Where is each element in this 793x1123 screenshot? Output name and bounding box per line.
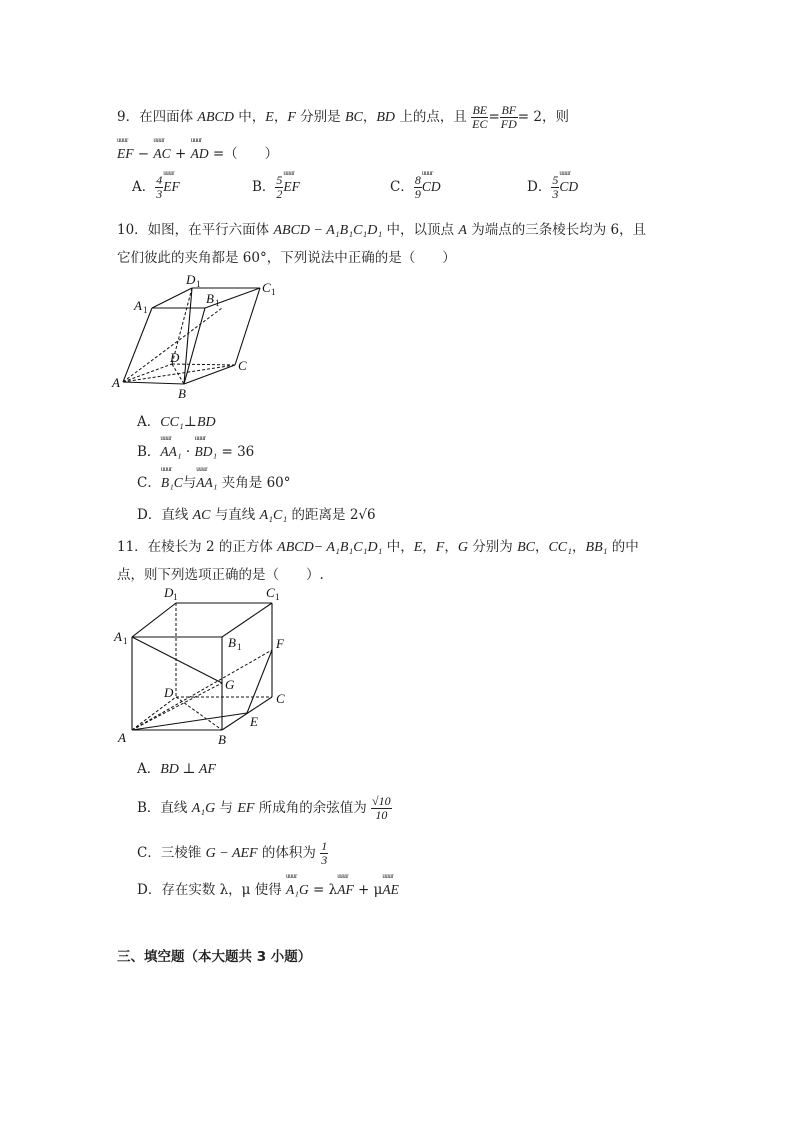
q9-minus: − [133, 146, 154, 162]
label-a1: A [114, 629, 122, 644]
q9-option-b-num: 5 [276, 173, 283, 187]
label-a: A [112, 375, 120, 390]
q10-option-b [137, 440, 254, 460]
q11-cc1: CC₁ [548, 540, 573, 555]
edge-a1-d1 [152, 288, 192, 308]
q10-option-c-end: 夹角是 60° [217, 475, 291, 491]
label-c1: C [262, 280, 271, 295]
q9-tetra: ABCD [197, 110, 234, 125]
q9-option-d [527, 174, 578, 201]
q11-s1: ， [422, 539, 436, 555]
q10-option-b-dot: · [181, 444, 195, 460]
q10-option-b-end: = 36 [217, 444, 255, 460]
edge-a-a1 [123, 308, 152, 382]
q11-option-d [137, 878, 399, 898]
label-d1-sub: 1 [173, 592, 178, 602]
label-d: D [164, 685, 174, 700]
q11-option-b-a1g: A₁G [191, 801, 216, 816]
q9-sep2: ， [362, 109, 377, 125]
label-e: E [250, 714, 258, 729]
q11-option-d-eq: = λ [308, 882, 338, 898]
q11-bb1: BB₁ [585, 540, 608, 555]
q9-e: E [265, 110, 274, 125]
q9-stem [117, 104, 569, 131]
q9-option-b [252, 174, 300, 201]
label-c: C [238, 358, 247, 373]
q9-frac1 [471, 104, 488, 131]
q11-s2: ， [444, 539, 458, 555]
edge-a1-d1 [132, 603, 176, 637]
q11-option-c-num: 1 [321, 839, 328, 853]
q9-option-c [390, 174, 441, 201]
q11-option-d-vec3: uuur AE [382, 882, 399, 898]
label-d1: D [164, 585, 174, 600]
q11-option-c-t2: 的体积为 [257, 845, 321, 861]
q9-vec-ad: uuur AD [191, 146, 209, 162]
q11-option-c [137, 840, 328, 867]
q11-g: G [457, 540, 468, 555]
q10-vertex-a: A [458, 223, 467, 238]
q11-option-a-label: A． [137, 761, 161, 777]
label-c: C [276, 691, 285, 706]
q10-option-b-vec2: uuur BD₁ [194, 444, 217, 460]
q11-cube-figure [112, 585, 302, 750]
q9-option-c-vec: uuur CD [422, 179, 441, 195]
q11-option-b-t1: 直线 [160, 800, 192, 816]
q9-option-a-den: 3 [156, 187, 163, 201]
q9-option-b-den: 2 [276, 187, 283, 201]
q9-eq: = [488, 109, 500, 125]
label-f: F [276, 636, 284, 651]
q11-f: F [435, 540, 445, 555]
q9-sep1: ， [273, 109, 288, 125]
q11-option-d-vec2: uuur AF [337, 882, 354, 898]
q9-mid2: 分别是 [295, 109, 345, 125]
label-b: B [218, 732, 226, 747]
q11-option-b-t2: 与 [215, 800, 238, 816]
q9-f: F [287, 110, 296, 125]
q10-line1-c: 为端点的三条棱长均为 6，且 [466, 222, 647, 238]
q10-option-d [137, 503, 376, 524]
label-b1-sub: 1 [237, 642, 242, 652]
q9-option-a-num: 4 [156, 173, 163, 187]
q11-e: E [413, 540, 423, 555]
q9-frac2-num: BF [501, 103, 517, 117]
q10-option-c-mid: 与 [182, 475, 197, 491]
seg-a1-g [132, 637, 222, 683]
edge-d-c [172, 364, 235, 365]
edge-a-d [123, 364, 172, 382]
q9-expr-end: =（ ） [208, 146, 279, 162]
q9-frac1-num: BE [472, 103, 488, 117]
q10-line1-b: 中，以顶点 [382, 222, 459, 238]
label-c1-sub: 1 [275, 592, 280, 602]
edge-b1-c1 [222, 603, 272, 637]
q9-option-d-label: D． [527, 179, 552, 195]
q11-option-c-body: G − AEF [205, 846, 258, 861]
q10-option-a [137, 410, 216, 431]
q11-line1-a: 11．在棱长为 2 的正方体 [117, 539, 278, 555]
q9-frac2 [500, 104, 518, 131]
q9-eq2: = 2，则 [517, 109, 569, 125]
q9-option-d-num: 5 [552, 173, 559, 187]
q9-option-c-label: C． [390, 179, 414, 195]
q9-option-b-vec: uuur EF [283, 179, 300, 195]
q9-vec-ac: uuur AC [153, 146, 170, 162]
q11-option-a-text: BD ⊥ AF [160, 762, 216, 777]
q9-option-d-den: 3 [552, 187, 559, 201]
q10-option-c-vec1: uuur B₁C [161, 475, 183, 491]
q10-option-c-label: C． [137, 475, 161, 491]
q10-option-d-t2: 与直线 [210, 507, 260, 523]
q11-option-b [137, 795, 392, 822]
seg-e-f [247, 650, 272, 713]
q11-option-c-t1: 三棱锥 [160, 845, 206, 861]
q9-mid3: 上的点，且 [395, 109, 472, 125]
q9-mid: 中， [233, 109, 266, 125]
label-c1: C [266, 585, 275, 600]
q9-option-c-den: 9 [414, 187, 421, 201]
label-c1-sub: 1 [271, 287, 276, 297]
q11-option-b-ef: EF [237, 801, 255, 816]
q11-option-b-label: B． [137, 800, 161, 816]
q9-plus: + [170, 146, 191, 162]
q11-option-c-frac [320, 840, 328, 867]
seg-a-e [132, 713, 247, 730]
q9-option-d-vec: uuur CD [559, 179, 578, 195]
diag-ac [123, 365, 235, 382]
q10-option-d-t1: 直线 [161, 507, 193, 523]
q11-option-b-den: 10 [375, 808, 388, 822]
label-a1-sub: 1 [143, 305, 148, 315]
q10-stem-line1 [117, 218, 646, 239]
q11-stem-line1 [117, 535, 639, 556]
label-a1-sub: 1 [123, 636, 128, 646]
q9-vec-ef: uuur EF [117, 146, 134, 162]
label-a1: A [134, 298, 142, 313]
q9-bc: BC [344, 110, 363, 125]
q10-option-d-label: D． [137, 507, 162, 523]
label-d: D [170, 350, 180, 365]
q11-line1-b: 中， [382, 539, 414, 555]
q9-bd: BD [376, 110, 396, 125]
label-d1-sub: 1 [196, 279, 201, 289]
q11-option-d-t1: 存在实数 λ，μ 使得 [161, 882, 287, 898]
q11-line1-c: 分别为 [467, 539, 518, 555]
q11-option-d-vec1: uuur A₁G [286, 882, 309, 898]
q10-line1-a: 10．如图，在平行六面体 [117, 222, 274, 238]
q9-option-a [132, 174, 180, 201]
q10-option-d-t3: 的距离是 2√6 [287, 507, 376, 523]
diag-db [176, 697, 222, 730]
q11-option-c-den: 3 [321, 853, 328, 867]
q9-frac1-den: EC [472, 117, 488, 131]
q11-option-d-label: D． [137, 882, 162, 898]
edge-b-c [184, 365, 235, 384]
q10-option-c-vec2: uuur AA₁ [196, 475, 217, 491]
q10-option-b-label: B． [137, 444, 161, 460]
q9-option-b-label: B． [252, 179, 276, 195]
q10-option-c [137, 471, 291, 491]
label-b1-sub: 1 [215, 298, 220, 308]
q9-option-c-num: 8 [414, 173, 421, 187]
q9-option-a-vec: uuur EF [163, 179, 180, 195]
q10-option-b-vec1: uuur AA₁ [160, 444, 181, 460]
label-d1: D [186, 272, 196, 287]
q11-bc: BC [517, 540, 535, 555]
label-b1: B [228, 635, 236, 650]
q11-option-d-plus: + μ [353, 882, 383, 898]
q11-s4: ， [572, 539, 586, 555]
q9-expression [117, 142, 278, 162]
q9-frac2-den: FD [500, 117, 517, 131]
q11-option-b-frac [371, 795, 392, 822]
q10-option-a-label: A． [137, 414, 161, 430]
q10-parallelepiped-figure [110, 270, 290, 400]
label-g: G [225, 677, 235, 692]
q11-option-b-t3: 所成角的余弦值为 [254, 800, 372, 816]
edge-a-b [123, 382, 184, 384]
q10-option-d-a1c1: A₁C₁ [259, 508, 288, 523]
q11-s3: ， [534, 539, 549, 555]
label-b: B [178, 386, 186, 400]
q11-option-c-label: C． [137, 845, 161, 861]
q9-option-c-frac [414, 174, 422, 201]
q11-solid: ABCD− A₁B₁C₁D₁ [277, 540, 383, 555]
section-heading-fill-in: 三、填空题（本大题共 3 小题） [117, 949, 312, 965]
q10-option-d-ac: AC [192, 508, 211, 523]
q9-option-d-frac [551, 174, 559, 201]
q10-option-a-text: CC₁⊥BD [160, 415, 216, 430]
q11-option-a [137, 757, 216, 778]
q9-option-a-label: A． [132, 179, 156, 195]
q9-prefix: 9．在四面体 [117, 109, 198, 125]
edge-a-d [132, 697, 176, 730]
q11-stem-line2: 点，则下列选项正确的是（ ）. [117, 567, 324, 583]
q10-solid: ABCD − A₁B₁C₁D₁ [273, 223, 383, 238]
edge-c-c1 [235, 288, 260, 365]
label-a: A [118, 730, 126, 745]
q10-stem-line2: 它们彼此的夹角都是 60°，下列说法中正确的是（ ） [117, 250, 456, 266]
q11-line1-d: 的中 [607, 539, 639, 555]
label-b1: B [206, 291, 214, 306]
q11-option-b-num: √10 [372, 794, 391, 808]
